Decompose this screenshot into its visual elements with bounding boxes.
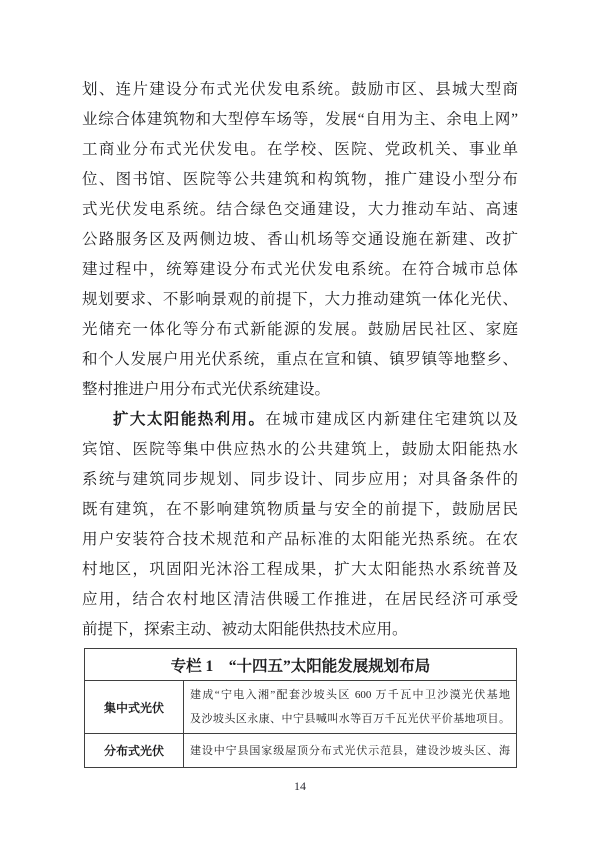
text-line: 村地区，巩固阳光沐浴工程成果，扩大太阳能热水系统普及 xyxy=(82,561,518,578)
text-line xyxy=(82,405,518,435)
text-line: 前提下，探索主动、被动太阳能供热技术应用。 xyxy=(82,621,408,638)
text-line: 工商业分布式光伏发电。在学校、医院、党政机关、事业单 xyxy=(82,141,518,158)
cell-text-line: 建设中宁县国家级屋顶分布式光伏示范县，建设沙坡头区、海 xyxy=(190,744,510,757)
plan-layout-table xyxy=(84,648,517,768)
body-text xyxy=(82,75,518,645)
paragraph-lead-rest: 在城市建成区内新建住宅建筑以及 xyxy=(265,411,518,428)
row-content xyxy=(184,681,517,734)
text-line: 既有建筑，在不影响建筑物质量与安全的前提下，鼓励居民 xyxy=(82,501,518,518)
cell-text-line: 建成“宁电入湘”配套沙坡头区 600 万千瓦中卫沙漠光伏基地 xyxy=(190,689,510,701)
text-line: 建过程中，统筹建设分布式光伏发电系统。在符合城市总体 xyxy=(82,261,518,278)
cell-text-line: 及沙坡头区永康、中宁县喊叫水等百万千瓦光伏平价基地项目。 xyxy=(190,713,510,725)
row-label-distributed-pv: 分布式光伏 xyxy=(85,734,184,768)
text-line: 系统与建筑同步规划、同步设计、同步应用；对具备条件的 xyxy=(82,471,518,488)
paragraph-lead-bold: 扩大太阳能热利用。 xyxy=(113,411,266,428)
table-title-row xyxy=(85,649,517,681)
row-label-centralized-pv: 集中式光伏 xyxy=(85,681,184,734)
text-line: 用户安装符合技术规范和产品标准的太阳能光热系统。在农 xyxy=(82,531,518,548)
row-content xyxy=(184,734,517,768)
text-line: 划、连片建设分布式光伏发电系统。鼓励市区、县城大型商 xyxy=(82,81,518,98)
table-row xyxy=(85,734,517,768)
table-title: 专栏 1 “十四五”太阳能发展规划布局 xyxy=(85,649,517,681)
paragraph-1 xyxy=(82,75,518,405)
text-line: 式光伏发电系统。结合绿色交通建设，大力推动车站、高速 xyxy=(82,201,518,218)
text-line: 公路服务区及两侧边坡、香山机场等交通设施在新建、改扩 xyxy=(82,231,518,248)
table-row xyxy=(85,681,517,734)
paragraph-2 xyxy=(82,405,518,645)
text-line: 应用，结合农村地区清洁供暖工作推进，在居民经济可承受 xyxy=(82,591,518,608)
text-line: 和个人发展户用光伏系统，重点在宣和镇、镇罗镇等地整乡、 xyxy=(82,351,518,368)
text-line: 整村推进户用分布式光伏系统建设。 xyxy=(82,381,331,398)
text-line: 宾馆、医院等集中供应热水的公共建筑上，鼓励太阳能热水 xyxy=(82,441,518,458)
text-line: 规划要求、不影响景观的前提下，大力推动建筑一体化光伏、 xyxy=(82,291,518,308)
page-number: 14 xyxy=(294,779,306,793)
text-line: 光储充一体化等分布式新能源的发展。鼓励居民社区、家庭 xyxy=(82,321,518,338)
text-line: 位、图书馆、医院等公共建筑和构筑物，推广建设小型分布 xyxy=(82,171,518,188)
text-line: 业综合体建筑物和大型停车场等，发展“自用为主、余电上网” xyxy=(82,111,518,128)
